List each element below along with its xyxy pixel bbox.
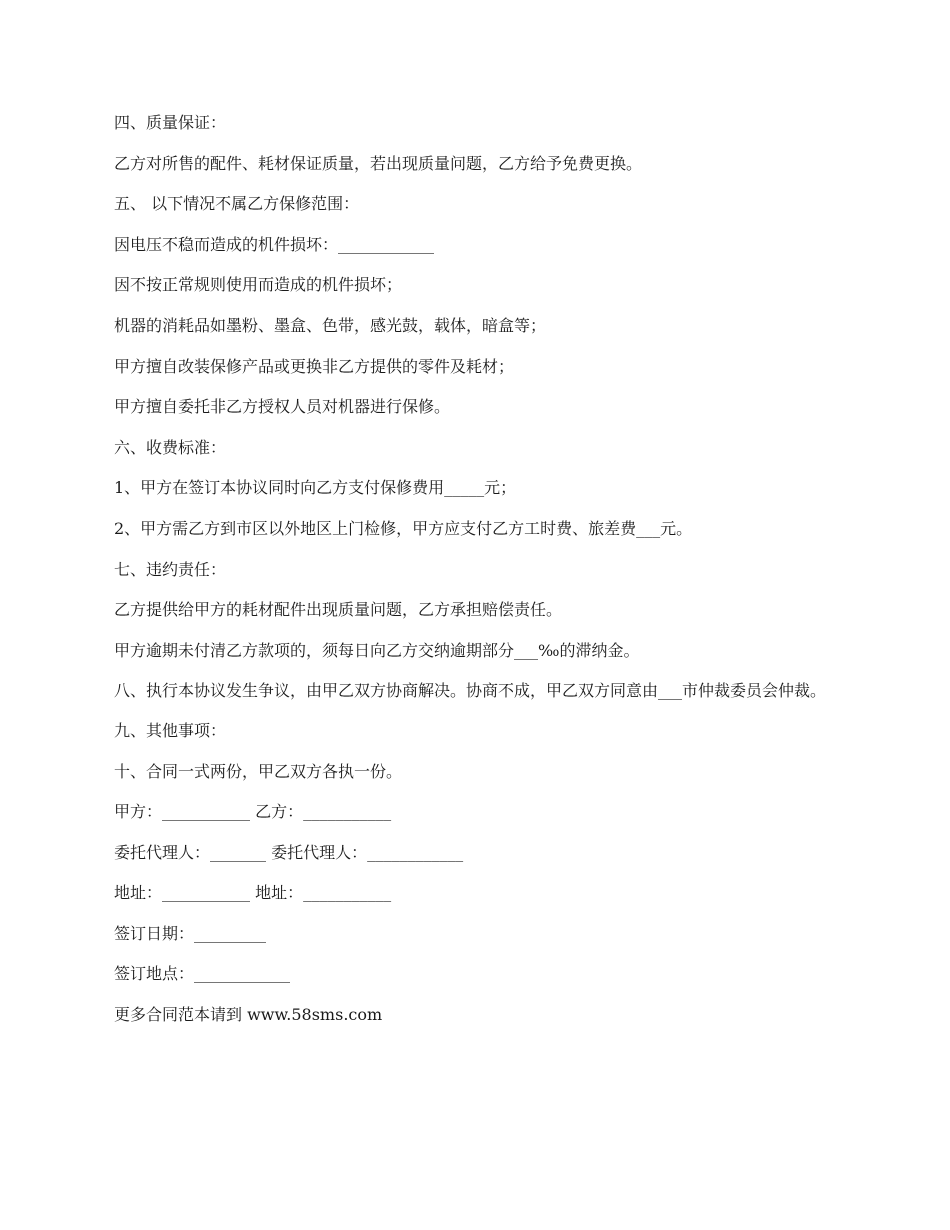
paragraph: 甲方擅自改装保修产品或更换非乙方提供的零件及耗材； xyxy=(114,356,515,376)
signing-date-line: 签订日期：_________ xyxy=(114,923,267,943)
paragraph: 乙方对所售的配件、耗材保证质量，若出现质量问题，乙方给予免费更换。 xyxy=(114,153,643,173)
section-heading-quality: 四、质量保证： xyxy=(114,113,227,132)
signature-agent-line: 委托代理人：_______ 委托代理人：____________ xyxy=(114,842,464,862)
paragraph: 乙方提供给甲方的耗材配件出现质量问题，乙方承担赔偿责任。 xyxy=(114,600,563,620)
section-heading-other: 九、其他事项： xyxy=(114,720,227,740)
signing-place-line: 签订地点：____________ xyxy=(114,964,291,984)
paragraph: 甲方逾期未付清乙方款项的，须每日向乙方交纳逾期部分___‰的滞纳金。 xyxy=(114,640,640,660)
paragraph: 1、甲方在签订本协议同时向乙方支付保修费用_____元； xyxy=(114,478,517,498)
section-heading-liability: 七、违约责任： xyxy=(114,559,227,579)
paragraph: 2、甲方需乙方到市区以外地区上门检修，甲方应支付乙方工时费、旅差费___元。 xyxy=(114,518,693,538)
signature-address-line: 地址：___________ 地址：___________ xyxy=(114,883,392,903)
paragraph: 甲方擅自委托非乙方授权人员对机器进行保修。 xyxy=(114,397,451,417)
paragraph: 因电压不稳而造成的机件损坏：____________ xyxy=(114,234,435,254)
section-heading-fees: 六、收费标准： xyxy=(114,437,227,457)
paragraph-dispute: 八、执行本协议发生争议，由甲乙双方协商解决。协商不成，甲乙双方同意由___市仲裁委员会仲裁。 xyxy=(114,681,827,701)
signature-party-line: 甲方：___________ 乙方：___________ xyxy=(114,802,392,822)
document-page xyxy=(114,112,838,1045)
paragraph: 十、合同一式两份，甲乙双方各执一份。 xyxy=(114,761,403,781)
footer-link-text: 更多合同范本请到 www.58sms.com xyxy=(114,1005,383,1025)
paragraph: 机器的消耗品如墨粉、墨盒、色带，感光鼓，载体，暗盒等； xyxy=(114,315,547,335)
section-heading-exclusions: 五、 以下情况不属乙方保修范围： xyxy=(114,194,360,214)
paragraph: 因不按正常规则使用而造成的机件损坏； xyxy=(114,275,403,295)
